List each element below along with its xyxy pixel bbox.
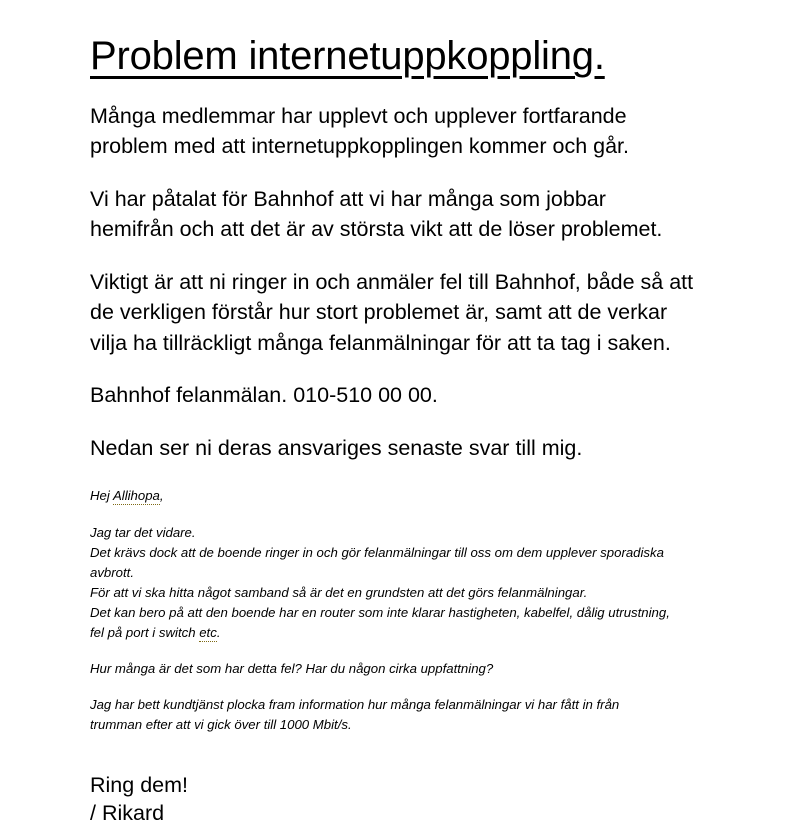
quoted-line-connection: För att vi ska hitta något samband så är det en grundsten att det görs felanmälningar.	[90, 584, 588, 600]
paragraph-reply-intro: Nedan ser ni deras ansvariges senaste svar till mig.	[90, 435, 583, 460]
quoted-paragraph-support	[90, 695, 695, 735]
router-line-suffix: .	[216, 624, 221, 640]
etc-spellcheck: etc	[199, 624, 217, 640]
quoted-line-router-1: Det kan bero på att den boende har en router som inte klarar hastigheten, kabelfel, dålig utrustning,	[90, 604, 670, 620]
router-line-prefix: fel på port i switch	[90, 624, 200, 640]
paragraph-problem-description: Många medlemmar har upplevt och upplever fortfarande problem med att internetuppkopplingen kommer och går.	[90, 103, 630, 159]
page-title: Problem internetuppkoppling.	[90, 34, 605, 78]
quoted-line-support-2: trumman efter att vi gick över till 1000 Mbit/s.	[90, 717, 352, 732]
greeting-prefix: Hej	[90, 488, 113, 504]
quoted-line-requires-2: avbrott.	[90, 564, 134, 580]
quoted-line-forward: Jag tar det vidare.	[90, 524, 196, 540]
signoff-signature: / Rikard	[90, 801, 165, 826]
quoted-email-body	[90, 463, 695, 735]
paragraph-bahnhof-notified: Vi har påtalat för Bahnhof att vi har många som jobbar hemifrån och att det är av största vikt att de löser problemet.	[90, 186, 663, 242]
greeting-name-spellcheck: Allihopa	[112, 488, 160, 504]
quoted-paragraph-forwarding	[90, 523, 695, 659]
paragraph-report-instruction: Viktigt är att ni ringer in och anmäler fel till Bahnhof, både så att de verkligen förstår hur stort problemet är, samt att de verkar vilja ha tillräckligt många felanmälningar för att ta tag i saken.	[90, 269, 694, 355]
paragraph-bahnhof-phone: Bahnhof felanmälan. 010-510 00 00.	[90, 383, 438, 408]
quoted-paragraph-question: Hur många är det som har detta fel? Har du någon cirka uppfattning?	[90, 660, 494, 676]
quoted-line-router-2	[90, 623, 695, 643]
quoted-line-requires-1: Det krävs dock att de boende ringer in och gör felanmälningar till oss om dem upplever sporadiska	[90, 544, 664, 560]
signoff-block	[90, 735, 695, 828]
quoted-greeting	[90, 486, 695, 522]
greeting-suffix: ,	[159, 488, 164, 504]
quoted-line-support-1: Jag har bett kundtjänst plocka fram information hur många felanmälningar vi har fått in från	[90, 696, 620, 712]
signoff-call-to-action: Ring dem!	[90, 773, 188, 798]
